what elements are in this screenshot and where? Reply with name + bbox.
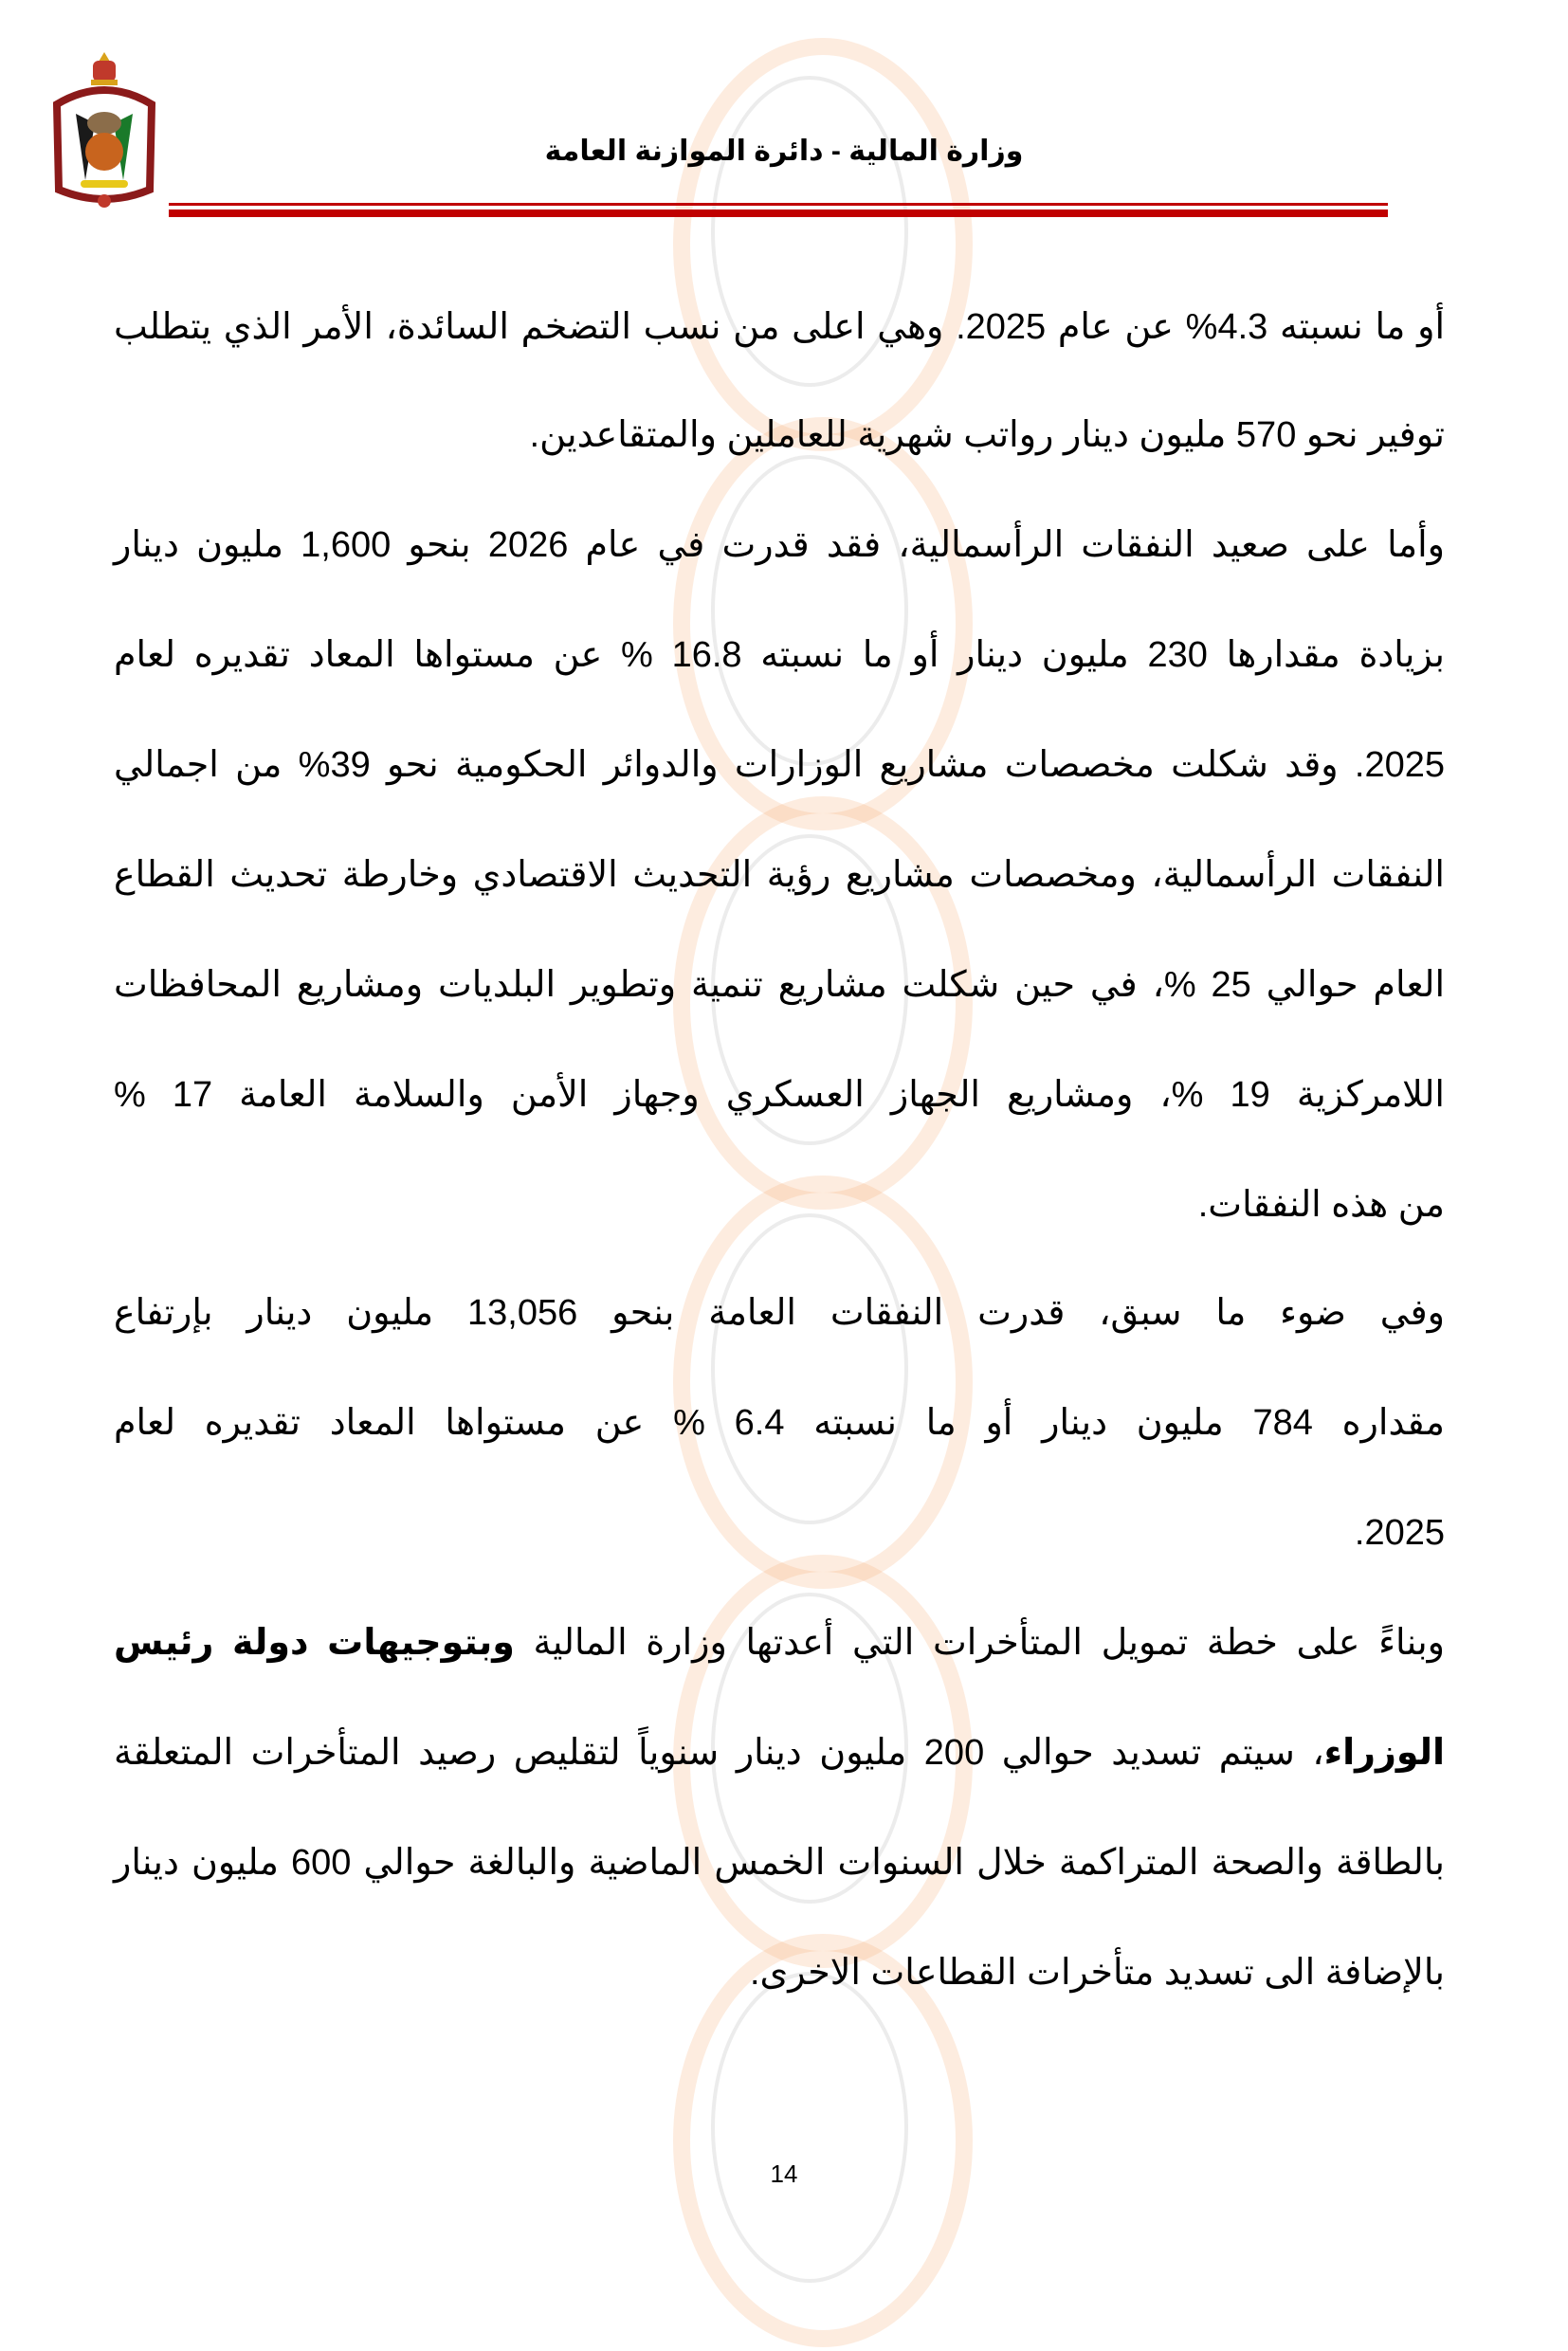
text-line (114, 303, 1445, 351)
header-rule-thick (169, 210, 1388, 217)
text-segment: اللامركزية 19 %، ومشاريع الجهاز العسكري وجهاز الأمن والسلامة العامة 17 % (114, 1075, 1445, 1115)
text-segment: ، سيتم تسديد حوالي 200 مليون دينار سنوياً لتقليص رصيد المتأخرات المتعلقة (114, 1733, 1324, 1773)
text-segment: بزيادة مقدارها 230 مليون دينار أو ما نسبته 16.8 % عن مستواها المعاد تقديره لعام (114, 635, 1445, 675)
text-line (114, 1289, 1445, 1337)
watermark (654, 38, 1071, 455)
text-segment: النفقات الرأسمالية، ومخصصات مشاريع رؤية التحديث الاقتصادي وخارطة تحديث القطاع (114, 855, 1445, 895)
text-segment: وبناءً على خطة تمويل المتأخرات التي أعدتها وزارة المالية (514, 1623, 1445, 1663)
text-line (114, 1949, 1445, 1996)
text-line (114, 411, 1445, 459)
text-line (114, 1839, 1445, 1886)
coat-of-arms-logo (38, 47, 171, 218)
bold-text-segment: الوزراء (1323, 1733, 1445, 1773)
text-line (114, 1509, 1445, 1557)
clock-face (711, 1972, 908, 2283)
text-line (114, 1619, 1445, 1667)
text-segment: وفي ضوء ما سبق، قدرت النفقات العامة بنحو 13,056 مليون دينار بإرتفاع (114, 1293, 1445, 1333)
header-title: وزارة المالية - دائرة الموازنة العامة (544, 136, 1024, 167)
text-segment: أو ما نسبته 4.3% عن عام 2025. وهي اعلى من نسب التضخم السائدة، الأمر الذي يتطلب (114, 307, 1445, 347)
text-line (114, 521, 1445, 569)
clock-face (711, 455, 908, 766)
text-segment: بالطاقة والصحة المتراكمة خلال السنوات الخمس الماضية والبالغة حوالي 600 مليون دينار (114, 1843, 1445, 1883)
text-line (114, 631, 1445, 679)
bold-text-segment: وبتوجيهات دولة رئيس (114, 1623, 515, 1663)
text-line (114, 1181, 1445, 1229)
watermark (654, 1934, 1071, 2351)
text-line (114, 1729, 1445, 1777)
text-line (114, 741, 1445, 789)
text-line (114, 1399, 1445, 1447)
text-segment: 2025. وقد شكلت مخصصات مشاريع الوزارات والدوائر الحكومية نحو 39% من اجمالي (114, 745, 1445, 785)
text-segment: من هذه النفقات. (1197, 1185, 1445, 1225)
text-segment: توفير نحو 570 مليون دينار رواتب شهرية للعاملين والمتقاعدين. (529, 415, 1445, 455)
page-number: 14 (770, 2160, 798, 2188)
text-segment: 2025. (1354, 1513, 1445, 1553)
text-segment: وأما على صعيد النفقات الرأسمالية، فقد قدرت في عام 2026 بنحو 1,600 مليون دينار (114, 525, 1445, 565)
text-segment: العام حوالي 25 %، في حين شكلت مشاريع تنمية وتطوير البلديات ومشاريع المحافظات (114, 965, 1446, 1005)
text-line (114, 851, 1445, 899)
text-line (114, 1071, 1445, 1119)
text-line (114, 961, 1445, 1009)
text-segment: بالإضافة الى تسديد متأخرات القطاعات الاخرى. (749, 1953, 1445, 1993)
header-rule-thin (169, 203, 1388, 206)
clock-face (711, 1213, 908, 1524)
clock-icon (673, 38, 973, 451)
text-segment: مقداره 784 مليون دينار أو ما نسبته 6.4 % عن مستواها المعاد تقديره لعام (114, 1403, 1445, 1443)
